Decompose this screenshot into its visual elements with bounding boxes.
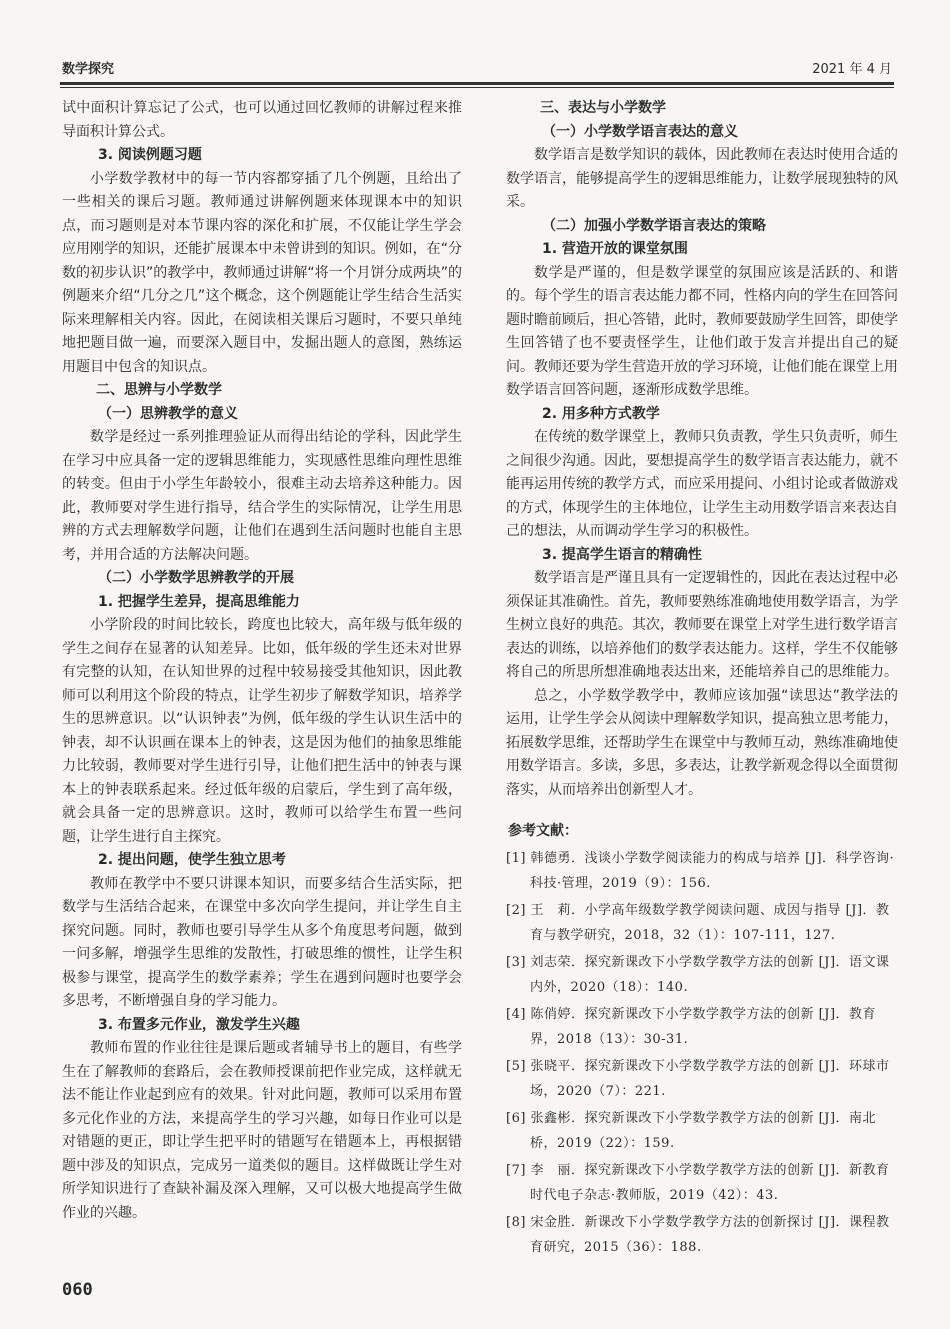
right-column-body [506,97,898,802]
sub-subsection-heading: 2. 提出问题，使学生独立思考 [98,852,286,868]
left-column [62,97,462,1225]
subsection-heading: （二）加强小学数学语言表达的策略 [542,217,766,234]
sub-subsection-heading: 3. 布置多元作业，激发学生兴趣 [98,1016,300,1033]
body-paragraph: 数学是严谨的，但是数学课堂的氛围应该是活跃的、和谐的。每个学生的语言表达能力都不同，性格内向的学生在回答问题时瞻前顾后，担心答错，此时，教师要鼓励学生回答，即使学生回答错了也不要责怪学生，让他们敢于发言并提出自己的疑问。教师还要为学生营造开放的学习环境，让他们能在课堂上用数学语言回答问题，逐渐形成数学思维。 [506,264,898,398]
reference-item: [1] 韩德勇．浅谈小学数学阅读能力的构成与培养 [J]．科学咨询·科技·管理，2019（9）：156. [506,850,895,891]
journal-name: 数学探究 [62,62,115,77]
subsection-heading: （一）小学数学语言表达的意义 [542,123,738,140]
body-paragraph: 数学语言是数学知识的载体，因此教师在表达时使用合适的数学语言，能够提高学生的逻辑思维能力，让数学展现独特的风采。 [506,147,898,210]
body-paragraph: 数学是经过一系列推理验证从而得出结论的学科，因此学生在学习中应具备一定的逻辑思维能力，实现感性思维向理性思维的转变。但由于小学生年龄较小，很难主动去培养这种能力。因此，教师要对学生进行指导，结合学生的实际情况，让学生用思辨的方式去理解数学问题，让他们在遇到生活问题时也能自主思考，并用合适的方法解决问题。 [62,429,462,563]
subsection-heading: （二）小学数学思辨教学的开展 [98,570,294,586]
references-title: 参考文献： [508,823,578,839]
page-number: 060 [62,1280,93,1300]
reference-item: [7] 李 丽．探究新课改下小学数学教学方法的创新 [J]．新教育时代电子杂志·教师版，2019（42）：43. [506,1162,890,1203]
body-paragraph: 教师布置的作业往往是课后题或者辅导书上的题目，有些学生在了解教师的套路后，会在教师授课前把作业完成，这样就无法不能让作业起到应有的效果。针对此问题，教师可以采用布置多元化作业的方法，来提高学生的学习兴趣，如每日作业可以是对错题的更正，即让学生把平时的错题写在错题本上，再根据错题中涉及的知识点，完成另一道类似的题目。这样做既让学生对所学知识进行了查缺补漏及深入理解，又可以极大地提高学生做作业的兴趣。 [62,1040,462,1221]
reference-item: [4] 陈俏婷．探究新课改下小学数学教学方法的创新 [J]．教育界，2018（13）：30-31. [506,1006,877,1047]
issue-date: 2021 年 4 月 [812,62,892,77]
sub-subsection-heading: 1. 把握学生差异，提高思维能力 [98,593,300,610]
body-paragraph: 在传统的数学课堂上，教师只负责教，学生只负责听，师生之间很少沟通。因此，要想提高学生的数学语言表达能力，就不能再运用传统的教学方式，而应采用提问、小组讨论或者做游戏的方式，体现学生的主体地位，让学生主动用数学语言来表达自己的想法，从而调动学生学习的积极性。 [506,429,898,539]
reference-item: [6] 张鑫彬．探究新课改下小学数学教学方法的创新 [J]．南北桥，2019（22）：159. [506,1110,877,1151]
sub-subsection-heading: 3. 阅读例题习题 [98,147,202,163]
references-section [506,820,898,1260]
right-column [506,97,898,1262]
references-list [506,846,898,1260]
body-paragraph: 小学数学教材中的每一节内容都穿插了几个例题，且给出了一些相关的课后习题。教师通过讲解例题来体现课本中的知识点，而习题则是对本节课内容的深化和扩展，不仅能让学生学会应用刚学的知识，还能扩展课本中未曾讲到的知识。例如，在“分数的初步认识”的教学中，教师通过讲解“将一个月饼分成两块”的例题来介绍“几分之几”这个概念，这个例题能让学生结合生活实际来理解相关内容。因此，在阅读相关课后习题时，不要只单纯地把题目做一遍，而要深入题目中，发掘出题人的意图，熟练运用题目中包含的知识点。 [62,170,462,375]
body-paragraph: 试中面积计算忘记了公式，也可以通过回忆教师的讲解过程来推导面积计算公式。 [62,100,462,140]
body-paragraph: 数学语言是严谨且具有一定逻辑性的，因此在表达过程中必须保证其准确性。首先，教师要熟练准确地使用数学语言，为学生树立良好的典范。其次，教师要在课堂上对学生进行数学语言表达的训练，以培养他们的数学表达能力。这样，学生不仅能够将自己的所思所想准确地表达出来，还能培养自己的思维能力。 [506,570,898,680]
sub-subsection-heading: 1. 营造开放的课堂氛围 [542,241,688,257]
section-heading: 三、表达与小学数学 [540,100,666,116]
body-paragraph: 教师在教学中不要只讲课本知识，而要多结合生活实际，把数学与生活结合起来，在课堂中多次向学生提问，并让学生自主探究问题。同时，教师也要引导学生从多个角度思考问题，做到一问多解，增强学生思维的发散性，打破思维的惯性，让学生积极参与课堂，提高学生的数学素养；学生在遇到问题时也要学会多思考，不断增强自身的学习能力。 [62,875,462,1009]
sub-subsection-heading: 2. 用多种方式教学 [542,405,660,422]
subsection-heading: （一）思辨教学的意义 [98,405,238,422]
reference-item: [5] 张晓平．探究新课改下小学数学教学方法的创新 [J]．环球市场，2020（7）：221. [506,1058,890,1099]
body-paragraph: 小学阶段的时间比较长，跨度也比较大，高年级与低年级的学生之间存在显著的认知差异。比如，低年级的学生还未对世界有完整的认知，在认知世界的过程中较易接受其他知识，因此教师可以利用这个阶段的特点，让学生初步了解数学知识，培养学生的思辨意识。以“认识钟表”为例，低年级的学生认识生活中的钟表，却不认识画在课本上的钟表，这是因为他们的抽象思维能力比较弱，教师要对学生进行引导，让他们把生活中的钟表与课本上的钟表联系起来。经过低年级的启蒙后，学生到了高年级，就会具备一定的思辨意识。这时，教师可以给学生布置一些问题，让学生进行自主探究。 [62,617,462,845]
header-divider [60,82,894,88]
reference-item: [2] 王 莉．小学高年级数学教学阅读问题、成因与指导 [J]．教育与教学研究，2018，32（1）：107-111，127. [506,902,890,943]
reference-item: [3] 刘志荣．探究新课改下小学数学教学方法的创新 [J]．语文课内外，2020（18）：140. [506,954,890,995]
page-header [60,58,894,82]
sub-subsection-heading: 3. 提高学生语言的精确性 [542,546,702,563]
reference-item: [8] 宋金胜．新课改下小学数学教学方法的创新探讨 [J]．课程教育研究，2015（36）：188. [506,1214,890,1255]
section-heading: 二、思辨与小学数学 [96,382,222,398]
body-paragraph: 总之，小学数学教学中，教师应该加强“读思达”教学法的运用，让学生学会从阅读中理解数学知识，提高独立思考能力，拓展数学思维，还帮助学生在课堂中与教师互动，熟练准确地使用数学语言。多读，多思，多表达，让教学新观念得以全面贯彻落实，从而培养出创新型人才。 [506,687,898,798]
